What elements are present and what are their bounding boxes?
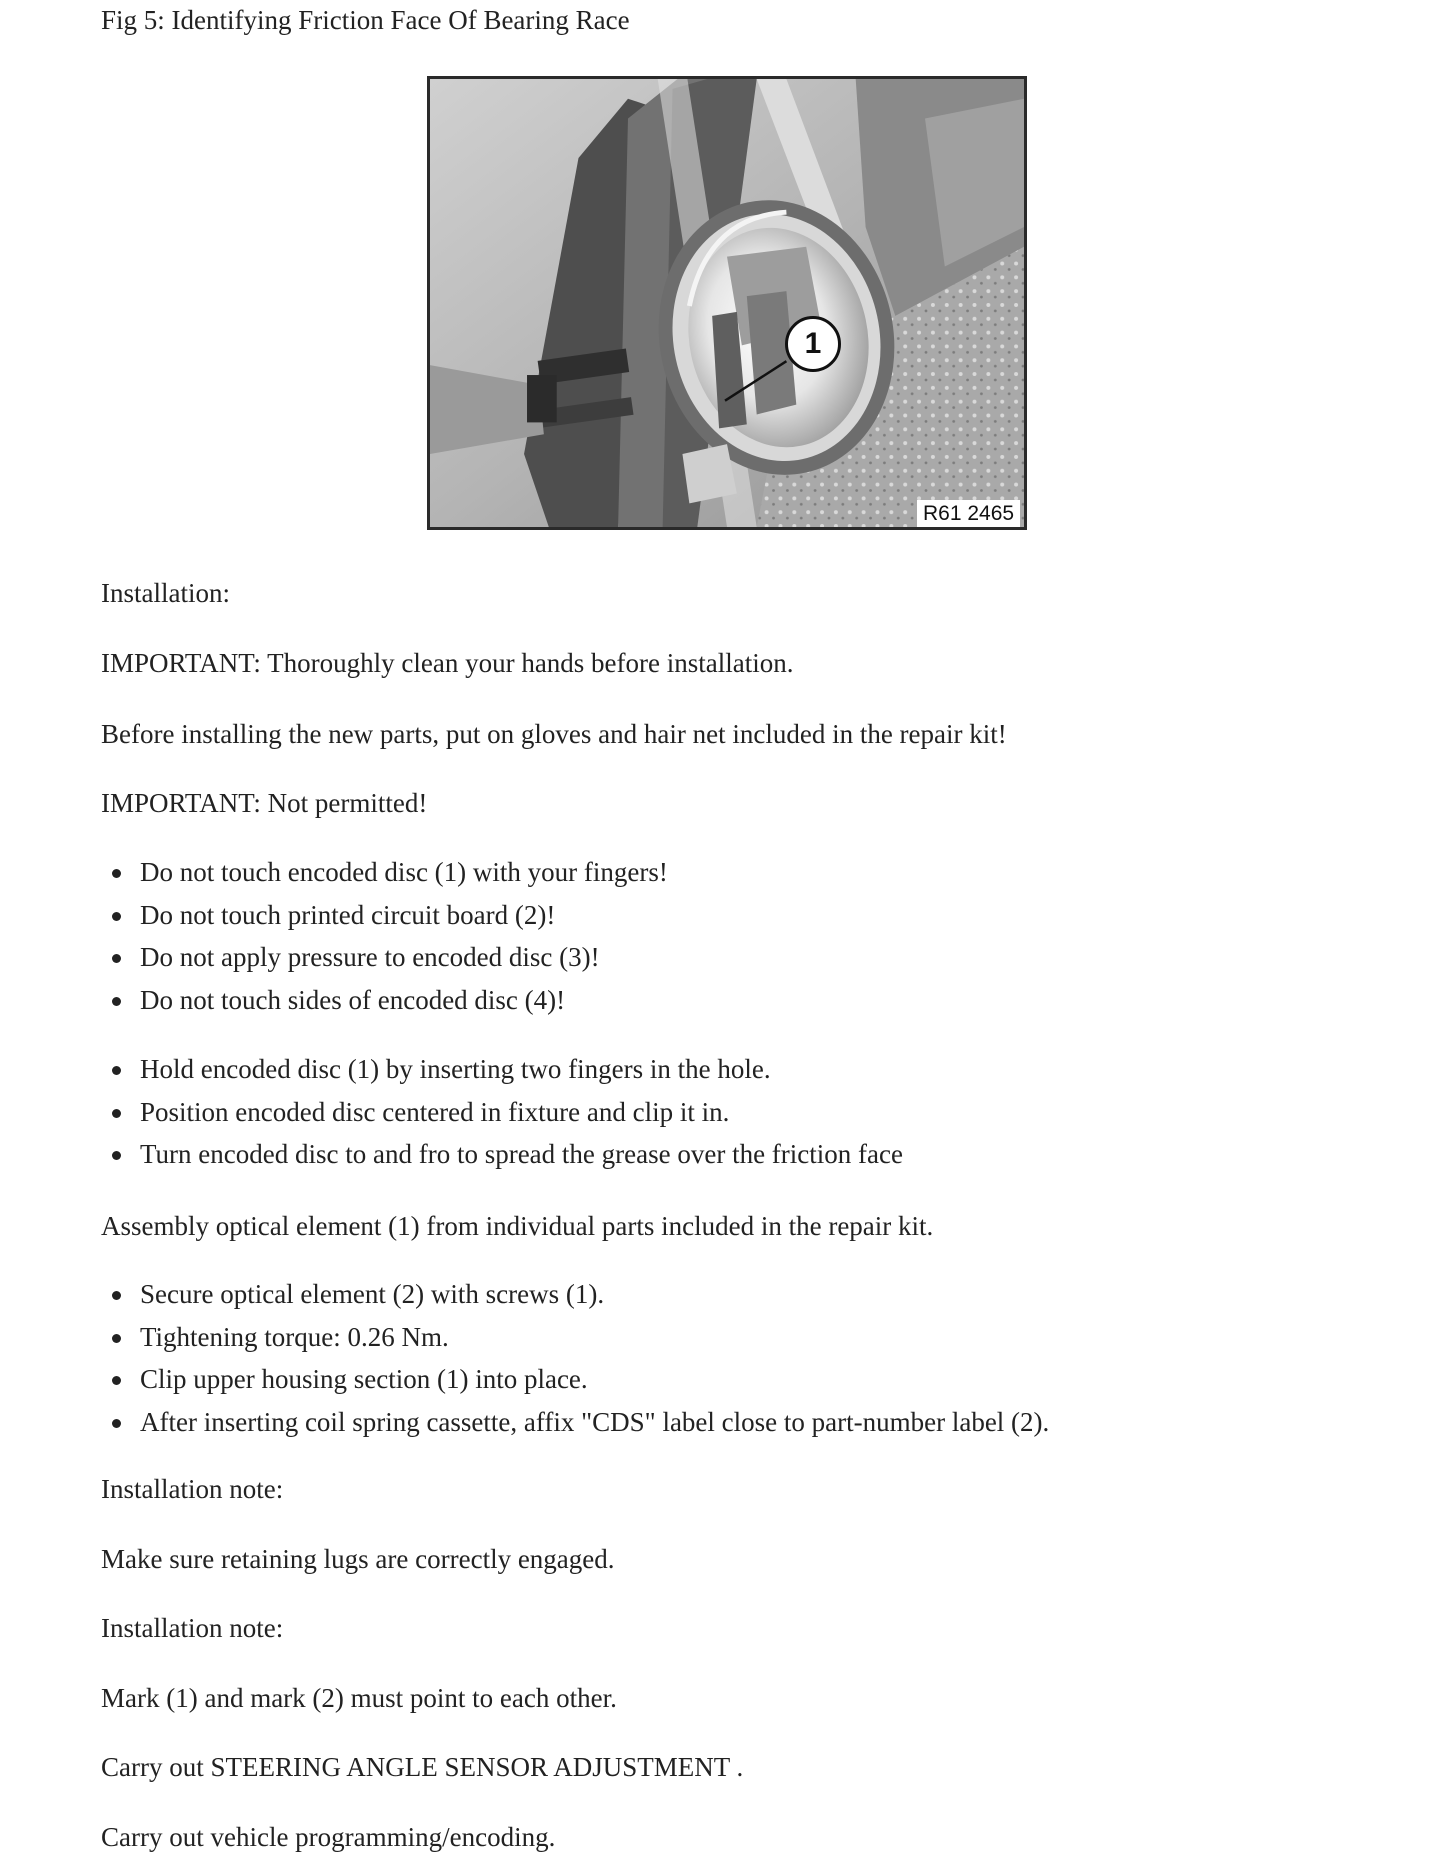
list-item: Secure optical element (2) with screws (1).	[101, 1273, 1049, 1316]
important-clean-hands: IMPORTANT: Thoroughly clean your hands before installation.	[101, 648, 794, 678]
gloves-hairnet-note: Before installing the new parts, put on gloves and hair net included in the repair kit!	[101, 719, 1007, 749]
installation-note-heading: Installation note:	[101, 1474, 284, 1504]
prohibitions-list	[101, 851, 668, 1021]
bearing-race-photo	[427, 76, 1027, 530]
list-item: Do not touch printed circuit board (2)!	[101, 894, 668, 937]
figure-id-label: R61 2465	[917, 500, 1020, 527]
retaining-lugs-note: Make sure retaining lugs are correctly engaged.	[101, 1544, 615, 1574]
assembly-optical-element: Assembly optical element (1) from individual parts included in the repair kit.	[101, 1211, 934, 1241]
installation-heading: Installation:	[101, 578, 230, 608]
steering-angle-adjustment-step: Carry out STEERING ANGLE SENSOR ADJUSTMENT .	[101, 1752, 744, 1782]
optical-element-steps-list	[101, 1273, 1049, 1443]
bearing-race-illustration	[430, 79, 1024, 527]
mark-alignment-note: Mark (1) and mark (2) must point to each other.	[101, 1683, 617, 1713]
list-item: Do not touch encoded disc (1) with your fingers!	[101, 851, 668, 894]
vehicle-programming-step: Carry out vehicle programming/encoding.	[101, 1822, 556, 1852]
list-item: Turn encoded disc to and fro to spread the grease over the friction face	[101, 1133, 903, 1176]
list-item: Clip upper housing section (1) into place.	[101, 1358, 1049, 1401]
list-item: Do not apply pressure to encoded disc (3)!	[101, 936, 668, 979]
list-item: Do not touch sides of encoded disc (4)!	[101, 979, 668, 1022]
list-item: Tightening torque: 0.26 Nm.	[101, 1316, 1049, 1359]
list-item: Position encoded disc centered in fixture and clip it in.	[101, 1091, 903, 1134]
callout-marker-1: 1	[785, 316, 841, 372]
encoded-disc-steps-list	[101, 1048, 903, 1176]
important-not-permitted: IMPORTANT: Not permitted!	[101, 788, 428, 818]
installation-note-heading: Installation note:	[101, 1613, 284, 1643]
list-item: Hold encoded disc (1) by inserting two fingers in the hole.	[101, 1048, 903, 1091]
list-item: After inserting coil spring cassette, affix "CDS" label close to part-number label (2).	[101, 1401, 1049, 1444]
figure-caption: Fig 5: Identifying Friction Face Of Bearing Race	[101, 5, 630, 35]
